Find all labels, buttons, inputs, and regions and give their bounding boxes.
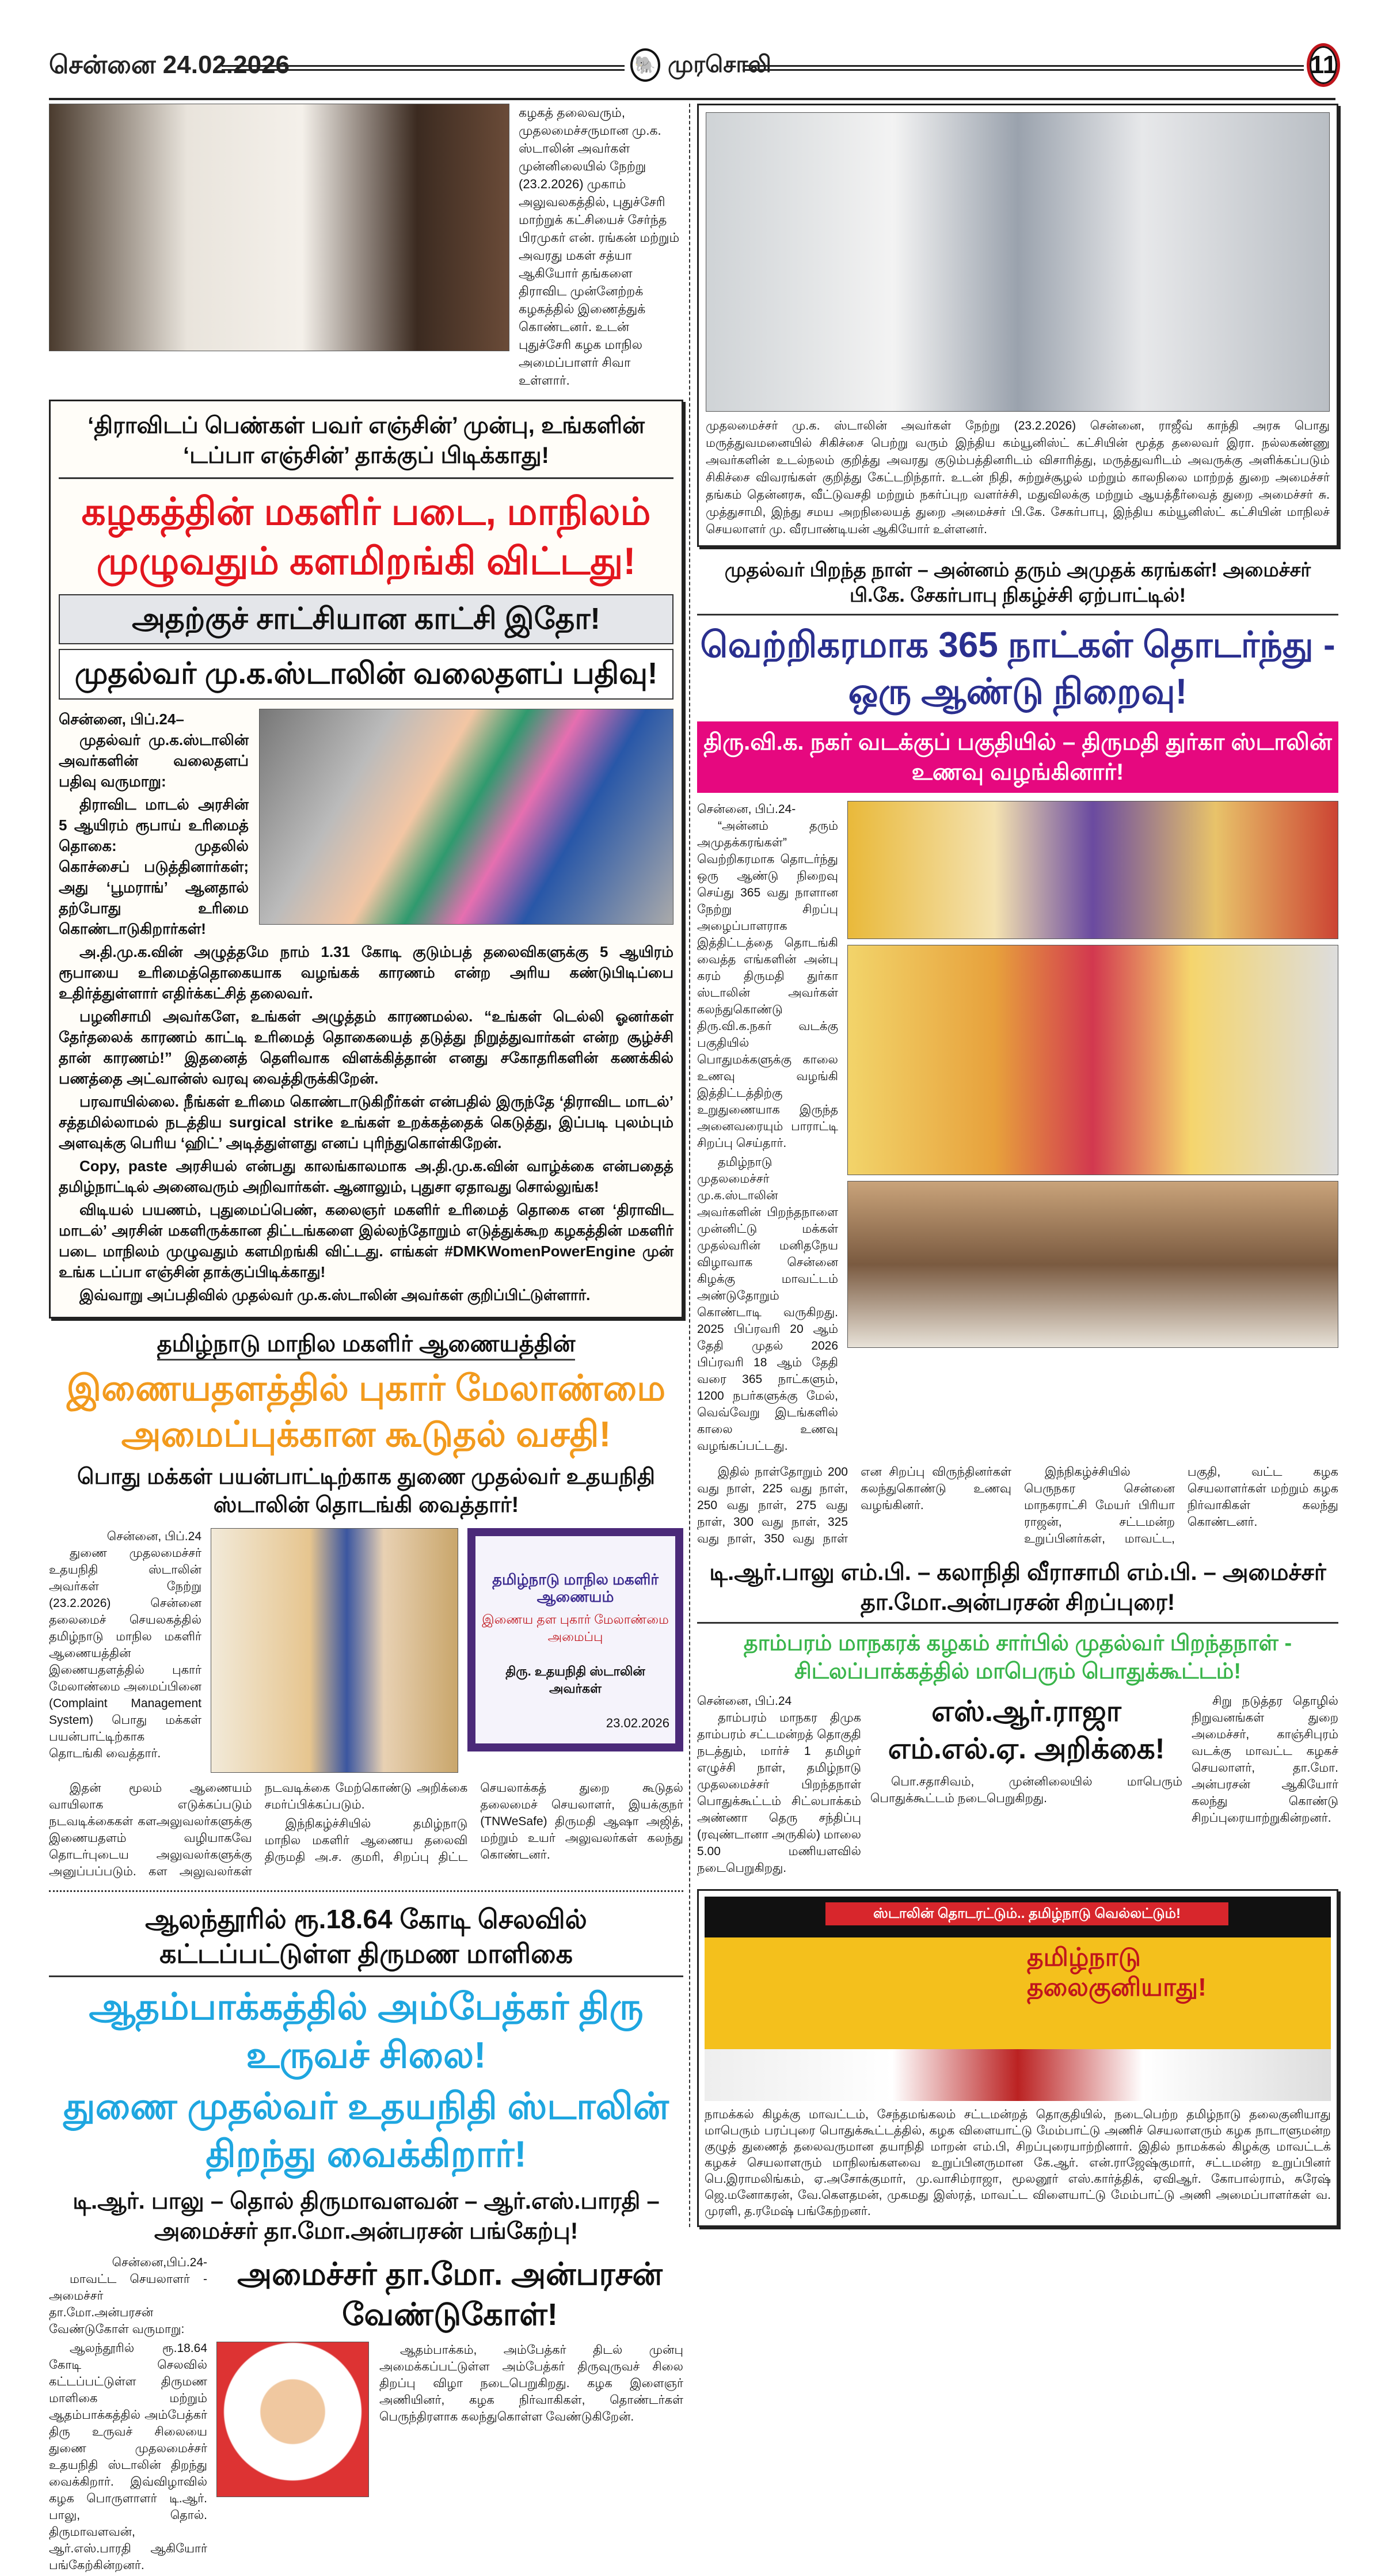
article-subheadline: முதல்வர் மு.க.ஸ்டாலின் வலைதளப் பதிவு! <box>59 649 673 700</box>
stage-guests <box>705 2049 1331 2101</box>
ambedkar-article <box>49 1902 683 2576</box>
paragraph: பரவாயில்லை. நீங்கள் உரிமை கொண்டாடுகிறீர்கள் என்பதில் இருந்தே ‘திராவிட மாடல்’ சத்தமில்லாமல் நடத்திய surgical strike உங்கள் உறக்கத்தைக் கெடுத்து, இப்படி புலம்பும் அளவுக்கு பெரிய ‘ஹிட்’ அடித்துள்ளது எனப் புரிந்துகொள்கிறேன். <box>59 1092 673 1152</box>
ambedkar-body-main <box>216 2254 683 2503</box>
photo-food-distribution-1 <box>847 801 1338 939</box>
dateline: சென்னை, பிப்.24– <box>59 710 184 728</box>
ambedkar-subheadline: டி.ஆர். பாலு – தொல் திருமாவளவன் – ஆர்.எஸ்.பாரதி – அமைச்சர் தா.மோ.அன்பரசன் பங்கேற்பு! <box>73 2189 660 2244</box>
page-columns <box>49 104 1338 2576</box>
paragraph: இந்நிகழ்ச்சியில் தமிழ்நாடு மாநில மகளிர் ஆணைய தலைவி திருமதி அ.ச. குமரி, சிறப்பு திட்ட செயலாக்கத் துறை கூடுதல் தலைமைச் செயலாளர், இயக்குநர் (TNWeSafe) திருமதி ஆஷா அஜித், மற்றும் உயர் அலுவலர்கள் கலந்து கொண்டனர். <box>264 1781 683 1864</box>
photo-food-distribution-2 <box>847 945 1338 1175</box>
women-power-article <box>49 400 683 1319</box>
photo-launch-event <box>211 1528 458 1773</box>
photo-minister-portrait <box>216 2342 369 2497</box>
ambedkar-body-col1 <box>49 2254 207 2576</box>
party-joining-story <box>49 104 683 389</box>
paragraph: இதன் மூலம் ஆணையம் வாயிலாக எடுக்கப்படும் நடவடிக்கைகள் களஅலுவலர்களுக்கு இணையதளம் வழியாகவே தொடர்புடைய அலுவலர்களுக்கு அனுப்பப்படும். கள அலுவலர்கள் நடவடிக்கை மேற்கொண்டு அறிக்கை சமர்ப்பிக்கப்படும். <box>49 1781 468 1878</box>
ambedkar-kicker: ஆலந்தூரில் ரூ.18.64 கோடி செலவில் கட்டப்பட்டுள்ள திருமண மாளிகை <box>49 1902 683 1978</box>
annam-body-cols <box>697 1464 1338 1547</box>
photo-hospital-visit <box>706 112 1330 412</box>
ambedkar-body-cols <box>216 2342 683 2503</box>
tambaram-article <box>697 1557 1338 1879</box>
paragraph: தமிழ்நாடு முதலமைச்சர் மு.க.ஸ்டாலின் அவர்களின் பிறந்தநாளை முன்னிட்டு மக்கள் முதல்வரின் மனிதநேய விழாவாக சென்னை கிழக்கு மாவட்டம் அண்டுதோறும் கொண்டாடி வருகிறது. 2025 பிப்ரவரி 20 ஆம் தேதி முதல் 2026 பிப்ரவரி 18 ஆம் தேதி வரை 365 நாட்களும், 1200 நபர்களுக்கு மேல், வெவ்வேறு இடங்களில் காலை உணவு வழங்கப்பட்டது. <box>697 1155 838 1453</box>
paragraph: பொ.சதாசிவம், முன்னிலையில் மாபெரும் பொதுக்கூட்டம் நடைபெறுகிறது. <box>870 1775 1182 1806</box>
annam-top-row <box>697 801 1338 1457</box>
masthead: முரசொலி <box>668 52 771 77</box>
photo-women-wing-volunteers <box>259 709 673 925</box>
article-subheadline: அதற்குச் சாட்சியான காட்சி இதோ! <box>59 594 673 645</box>
poster-guest: திரு. உதயநிதி ஸ்டாலின் அவர்கள் <box>505 1663 645 1696</box>
article-headline: கழகத்தின் மகளிர் படை, மாநிலம் முழுவதும் களமிறங்கி விட்டது! <box>81 490 651 582</box>
left-column <box>49 104 689 2576</box>
dateline: சென்னை, பிப்.24 <box>106 1529 201 1543</box>
tambaram-body-middle <box>870 1693 1182 1809</box>
header-rule <box>222 65 625 71</box>
tambaram-headline: தாம்பரம் மாநகரக் கழகம் சார்பில் முதல்வர் பிறந்தநாள் - சிட்லப்பாக்கத்தில் மாபெரும் பொதுக்கூட்டம்! <box>743 1631 1292 1684</box>
poster-system: இணைய தள புகார் மேலாண்மை அமைப்பு <box>482 1612 669 1644</box>
commission-body-cols <box>49 1780 683 1880</box>
photo-party-joining <box>49 104 509 351</box>
paragraph: தாம்பரம் மாநகர திமுக தாம்பரம் சட்டமன்றத் தொகுதி நடத்தும், மார்ச் 1 தமிழர் எழுச்சி நாள், தமிழ்நாடு முதலமைச்சர் பிறந்தநாள் பொதுக்கூட்டம் சிட்லபாக்கம் அண்ணா தெரு சந்திப்பு (ரவுண்டானா அருகில்) மாலை 5.00 மணியளவில் நடைபெறுகிறது. <box>697 1711 861 1875</box>
tambaram-body-row <box>697 1693 1338 1879</box>
commission-subheadline: பொது மக்கள் பயன்பாட்டிற்காக துணை முதல்வர் உதயநிதி ஸ்டாலின் தொடங்கி வைத்தார்! <box>77 1464 655 1518</box>
dateline: சென்னை, பிப்.24 <box>697 1694 792 1708</box>
paragraph: விடியல் பயணம், புதுமைப்பெண், கலைஞர் மகளிர் உரிமைத் தொகை என ‘திராவிட மாடல்’ அரசின் மகளிருக்கான திட்டங்களை இல்லந்தோறும் எடுத்துக்கூற கழகத்தின் மகளிர் படை மாநிலம் முழுவதும் களமிறங்கி விட்டது. எங்கள் #DMKWomenPowerEngine முன் உங்க டப்பா எஞ்சின் தாக்குப்பிடிக்காது! <box>59 1200 673 1281</box>
annam-headline: வெற்றிகரமாக 365 நாட்கள் தொடர்ந்து - ஒரு ஆண்டு நிறைவு! <box>700 625 1335 712</box>
photo-rally-stage <box>705 1897 1331 2101</box>
tambaram-body-col1 <box>697 1693 861 1879</box>
hospital-visit-box <box>697 104 1338 547</box>
paragraph: இவ்வாறு அப்பதிவில் முதல்வர் மு.க.ஸ்டாலின் அவர்கள் குறிப்பிட்டுள்ளார். <box>79 1286 591 1304</box>
photo-caption: முதலமைச்சர் மு.க. ஸ்டாலின் அவர்கள் நேற்று (23.2.2026) சென்னை, ராஜீவ் காந்தி அரசு பொது மருத்துவமனையில் சிகிச்சை பெற்று வரும் இந்திய கம்யூனிஸ்ட் கட்சியின் மூத்த தலைவர் இரா. நல்லகண்ணு அவர்களின் உடல்நலம் குறித்து அவரது குடும்பத்தினரிடம் விசாரித்து, மருத்துவரிடம் அவருக்கு அளிக்கப்படும் சிகிச்சை விவரங்கள் குறித்து கேட்டறிந்தார். உடன் நிதி, சுற்றுச்சூழல் மற்றும் காலநிலை மாற்றத் துறை அமைச்சர் தங்கம் தென்னரசு, வீட்டுவசதி மற்றும் நகர்ப்புற வளர்ச்சி, மதுவிலக்கு மற்றும் ஆயத்தீர்வைத் துறை அமைச்சர் சு. முத்துசாமி, இந்து சமய அறநிலையத் துறை அமைச்சர் பி.கே. சேகர்பாபு, இந்திய கம்யூனிஸ்ட் கட்சியின் மாநிலச் செயலாளர் மு. வீரபாண்டியன் ஆகியோர் உள்ளனர். <box>706 419 1330 536</box>
header-rule <box>743 65 1304 71</box>
paragraph: துணை முதலமைச்சர் உதயநிதி ஸ்டாலின் அவர்கள் நேற்று (23.2.2026) சென்னை தலைமைச் செயலகத்தில் தமிழ்நாடு மாநில மகளிர் ஆணையத்தின் இணையதளத்தில் புகார் மேலாண்மை அமைப்பினை (Complaint Management System) பொது மக்கள் பயன்பாட்டிற்காக தொடங்கி வைத்தார். <box>49 1546 201 1760</box>
kicker-text: தமிழ்நாடு மாநில மகளிர் ஆணையத்தின் <box>157 1331 576 1361</box>
dateline: சென்னை, பிப்.24- <box>697 802 796 816</box>
paragraph: பழனிசாமி அவர்களே, உங்கள் அழுத்தம் காரணமல்ல. “உங்கள் டெல்லி ஓனர்கள் தேர்தலைக் காரணம் காட்டி உரிமைத் தொகையைத் தடுத்து நிறுத்துவார்கள் என்ற சூழ்ச்சி தான் காரணம்!” இதனைத் தெளிவாக விளக்கித்தான் எனது சகோதரிகளின் கணக்கில் பணத்தை அட்வான்ஸ் வரவு வைத்திருக்கிறேன். <box>59 1007 673 1087</box>
stage-banner: ஸ்டாலின் தொடரட்டும்.. தமிழ்நாடு வெல்லட்டும்! <box>825 1902 1228 1925</box>
photo-caption: நாமக்கல் கிழக்கு மாவட்டம், சேந்தமங்கலம் சட்டமன்றத் தொகுதியில், நடைபெற்ற தமிழ்நாடு தலைகுனியாது மாபெரும் பரப்புரை பொதுக்கூட்டத்தில், கழக விளையாட்டு மேம்பாட்டு அணிச் செயலாளரும் கழக நாடாளுமன்ற குழுத் துணைத் தலைவருமான தயாநிதி மாறன் எம்.பி, சிறப்புரையாற்றினார். இதில் நாமக்கல் கிழக்கு மாவட்டக் கழகச் செயலாளரும் மாநிலங்களவை உறுப்பினருமான கே.ஆர். என்.ராஜேஷ்குமார், சட்டமன்ற உறுப்பினர் பெ.இராமலிங்கம், ஏ.அசோக்குமார், மு.வாசிம்ராஜா, மூலனூர் எஸ்.கார்த்திக், ஏவிஆர். கோபால்ராம், சுரேஷ் ஜெ.மனோகரன், வே.கௌதமன், முகமது இஸ்ரத், மாவட்ட விளையாட்டு மேம்பாட்டு அணி அமைப்பாளர்கள் வ. முரளி, த.ரமேஷ் பங்கேற்றனர். <box>705 2108 1331 2218</box>
right-column <box>689 104 1338 2227</box>
annam-band: திரு.வி.க. நகர் வடக்குப் பகுதியில் – திருமதி துர்கா ஸ்டாலின் உணவு வழங்கினார்! <box>697 721 1338 793</box>
tambaram-body-col3 <box>1192 1693 1338 1829</box>
page-number: 11 <box>1307 43 1340 87</box>
paragraph: சிறு நடுத்தர தொழில் நிறுவனங்கள் துறை அமைச்சர், காஞ்சிபுரம் வடக்கு மாவட்ட கழகச் செயலாளர், தா.மோ. அன்பரசன் ஆகியோர் கலந்து கொண்டு சிறப்புரையாற்றுகின்றனர். <box>1192 1694 1338 1825</box>
edition-date: சென்னை 24.02.2026 <box>49 51 290 79</box>
masthead-logo-icon: 🐘 <box>630 48 660 82</box>
ambedkar-headline-1: ஆதம்பாக்கத்தில் அம்பேத்கர் திரு உருவச் சிலை! <box>89 1986 644 2076</box>
tambaram-body-col2 <box>870 1773 1182 1807</box>
namakkal-box <box>697 1889 1338 2227</box>
paragraph: திராவிட மாடல் அரசின் 5 ஆயிரம் ரூபாய் உரிமைத் தொகை: முதலில் கொச்சைப் படுத்தினார்கள்; அது ‘பூமராங்’ ஆனதால் தற்போது உரிமை கொண்டாடுகிறார்கள்! <box>59 795 249 937</box>
top-rule <box>49 98 1335 100</box>
poster-date: 23.02.2026 <box>606 1715 669 1730</box>
section-divider <box>49 1890 683 1892</box>
commission-headline: இணையதளத்தில் புகார் மேலாண்மை அமைப்புக்கான கூடுதல் வசதி! <box>66 1368 666 1455</box>
poster-org: தமிழ்நாடு மாநில மகளிர் ஆணையம் <box>492 1570 659 1605</box>
paragraph: Copy, paste அரசியல் என்பது காலங்காலமாக அ.தி.மு.க.வின் வாழ்க்கை என்பதைத் தமிழ்நாட்டில் அனைவரும் அறிவார்கள். ஆனாலும், புதுசா ஏதாவது சொல்லுங்க! <box>59 1157 673 1195</box>
annam-photos <box>847 801 1338 1348</box>
commission-article <box>49 1329 683 1880</box>
paragraph: முதல்வர் மு.க.ஸ்டாலின் அவர்களின் வலைதளப் பதிவு வருமாறு: <box>59 731 249 790</box>
tambaram-kicker: டி.ஆர்.பாலு எம்.பி. – கலாநிதி வீராசாமி எம்.பி. – அமைச்சர் தா.மோ.அன்பரசன் சிறப்புரை! <box>697 1557 1338 1624</box>
photo-crowd <box>847 1181 1338 1348</box>
photo-caption: கழகத் தலைவரும், முதலமைச்சருமான மு.க. ஸ்டாலின் அவர்கள் முன்னிலையில் நேற்று (23.2.2026) முகாம் அலுவலகத்தில், புதுச்சேரி மாற்றுக் கட்சியைச் சேர்ந்த பிரமுகர் என். ரங்கன் மற்றும் அவரது மகள் சத்யா ஆகியோர் தங்களை திராவிட முன்னேற்றக் கழகத்தில் இணைத்துக் கொண்டனர். உடன் புதுச்சேரி கழக மாநில அமைப்பாளர் சிவா உள்ளார். <box>519 105 680 387</box>
commission-kicker <box>49 1329 683 1359</box>
annam-kicker: முதல்வர் பிறந்த நாள் – அன்னம் தரும் அமுதக் கரங்கள்! அமைச்சர் பி.கே. சேகர்பாபு நிகழ்ச்சி ஏற்பாட்டில்! <box>697 557 1338 615</box>
tambaram-subheadline: எஸ்.ஆர்.ராஜா எம்.எல்.ஏ. அறிக்கை! <box>888 1695 1165 1765</box>
ambedkar-headline-2: துணை முதல்வர் உதயநிதி ஸ்டாலின் திறந்து வைக்கிறார்! <box>63 2085 669 2175</box>
paragraph: இந்நிகழ்ச்சியில் பெருநகர சென்னை மாநகராட்சி மேயர் பிரியா ராஜன், சட்டமன்ற உறுப்பினர்கள், மாவட்ட, பகுதி, வட்ட கழக செயலாளர்கள் மற்றும் கழக நிர்வாகிகள் கலந்து கொண்டனர். <box>1024 1465 1338 1545</box>
stage-banner-title: தமிழ்நாடு தலைகுனியாது! <box>1027 1943 1207 2002</box>
commission-top-row <box>49 1528 683 1773</box>
paragraph: “அன்னம் தரும் அமுதக்கரங்கள்” வெற்றிகரமாக தொடர்ந்து ஒரு ஆண்டு நிறைவு செய்து 365 வது நாளான நேற்று சிறப்பு அழைப்பாளராக இத்திட்டத்தை தொடங்கி வைத்த எங்களின் அன்பு கரம் திருமதி துர்கா ஸ்டாலின் அவர்கள் கலந்துகொண்டு திரு.வி.க.நகர் வடக்கு பகுதியில் பொதுமக்களுக்கு காலை உணவு வழங்கி இத்திட்டத்திற்கு உறுதுணையாக இருந்த அனைவரையும் பாராட்டி சிறப்பு செய்தார். <box>697 819 838 1150</box>
paragraph: மாவட்ட செயலாளர் - அமைச்சர் தா.மோ.அன்பரசன் வேண்டுகோள் வருமாறு: <box>49 2273 207 2336</box>
annam-body-col1 <box>697 801 838 1457</box>
annam-article <box>697 557 1338 1547</box>
ambedkar-subheadline-2: அமைச்சர் தா.மோ. அன்பரசன் வேண்டுகோள்! <box>237 2257 663 2332</box>
article-kicker: ‘திராவிடப் பெண்கள் பவர் எஞ்சின்’ முன்பு, உங்களின் ‘டப்பா எஞ்சின்’ தாக்குப் பிடிக்காது! <box>59 411 673 479</box>
paragraph: அ.தி.மு.க.வின் அழுத்தமே நாம் 1.31 கோடி குடும்பத் தலைவிகளுக்கு 5 ஆயிரம் ரூபாயை உரிமைத்தொகையாக வழங்கக் காரணம் என்ற அரிய கண்டுபிடிப்பை உதிர்த்துள்ளார் எதிர்க்கட்சித் தலைவர். <box>59 943 673 1002</box>
commission-body-col1 <box>49 1528 201 1764</box>
paragraph: ஆலந்தூரில் ரூ.18.64 கோடி செலவில் கட்டப்பட்டுள்ள திருமண மாளிகை மற்றும் ஆதம்பாக்கத்தில் அம்பேத்கர் திரு உருவச் சிலையை துணை முதலமைச்சர் உதயநிதி ஸ்டாலின் திறந்து வைக்கிறார். இவ்விழாவில் கழக பொருளாளர் டி.ஆர். பாலு, தொல். திருமாவளவன், ஆர்.எஸ்.பாரதி ஆகியோர் பங்கேற்கின்றனர். <box>49 2342 207 2573</box>
paragraph: இதில் நாள்தோறும் 200 வது நாள், 225 வது நாள், 250 வது நாள், 275 வது நாள், 300 வது நாள், 325 வது நாள், 350 வது நாள் என சிறப்பு விருந்தினர்கள் கலந்துகொண்டு உணவு வழங்கினர். <box>697 1465 1011 1545</box>
dateline: சென்னை,பிப்.24- <box>112 2256 207 2270</box>
ambedkar-body-row <box>49 2254 683 2576</box>
paragraph: ஆதம்பாக்கம், அம்பேத்கர் திடல் முன்பு அமைக்கப்பட்டுள்ள அம்பேத்கர் திருவுருவச் சிலை திறப்பு விழா நடைபெறுகிறது. கழக இளைஞர் அணியினர், கழக நிர்வாகிகள், தொண்டர்கள் பெருந்திரளாக கலந்துகொள்ள வேண்டுகிறேன். <box>379 2343 683 2424</box>
poster-commission <box>467 1528 683 1751</box>
article-body <box>59 709 673 1308</box>
